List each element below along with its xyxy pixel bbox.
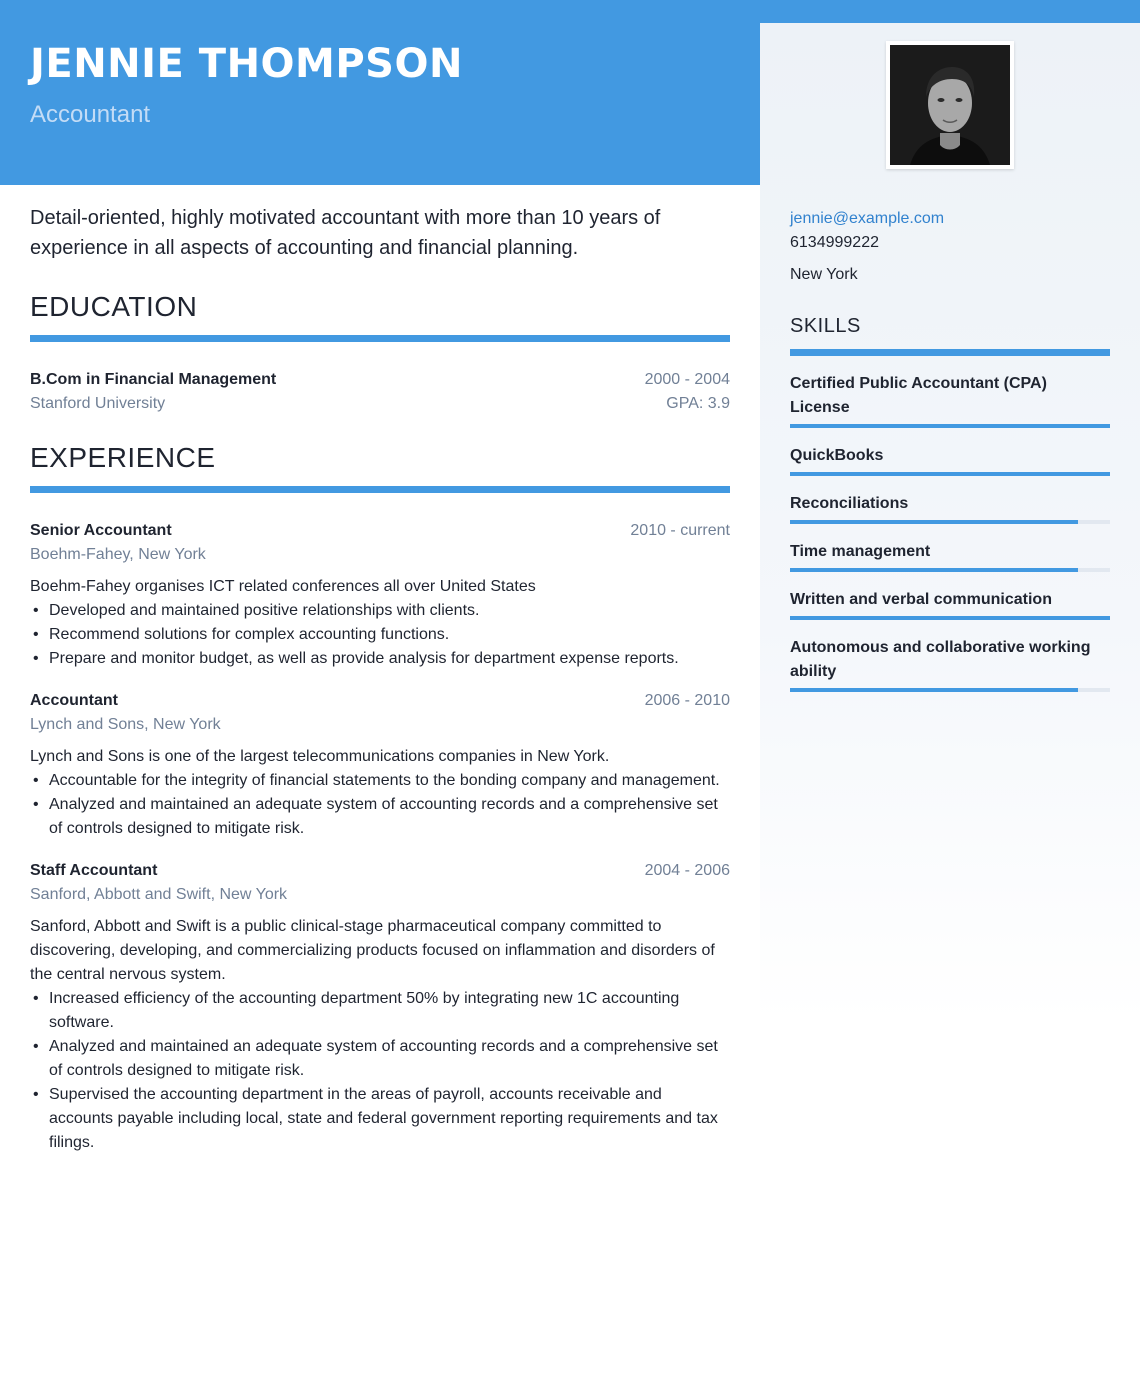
job-bullet: • Recommend solutions for complex accounting functions. [30,623,730,647]
skill-level-bar [790,688,1110,692]
job-dates: 2010 - current [630,522,730,539]
skill-item [790,492,1110,524]
skill-name: Time management [790,543,931,560]
job-bullet: • Developed and maintained positive relationships with clients. [30,599,730,623]
school: Stanford University [30,395,166,412]
skill-level-fill [790,424,1110,428]
main-content [0,185,760,1155]
job-bullet: • Accountable for the integrity of financial statements to the bonding company and management. [30,769,730,793]
gpa: GPA: 3.9 [666,395,730,412]
experience-entry [30,519,730,671]
job-description: Sanford, Abbott and Swift is a public clinical-stage pharmaceutical company committed to discovering, developing, and commercializing products focused on inflammation and disorders of the central nervous system. [30,918,715,983]
skills-heading: SKILLS [790,315,861,337]
experience-entry-top-row [30,859,730,883]
skill-level-bar [790,472,1110,476]
candidate-title: Accountant [30,101,151,128]
education-entry-bottom-row [30,392,730,416]
skill-level-fill [790,568,1078,572]
summary: Detail-oriented, highly motivated accountant with more than 10 years of experience in all aspects of accounting and financial planning. [30,207,661,259]
skill-item [790,372,1110,428]
skill-level-bar [790,616,1110,620]
experience-heading: EXPERIENCE [30,442,216,473]
job-description: Boehm-Fahey organises ICT related conferences all over United States [30,578,536,595]
job-bullet: • Analyzed and maintained an adequate system of accounting records and a comprehensive set of controls designed to mitigate risk. [30,793,730,841]
job-bullet: • Prepare and monitor budget, as well as provide analysis for department expense reports. [30,647,730,671]
job-description: Lynch and Sons is one of the largest telecommunications companies in New York. [30,748,610,765]
skill-item [790,540,1110,572]
job-bullet: • Supervised the accounting department in the areas of payroll, accounts receivable and accounts payable including local, state and federal government reporting requirements and tax filings. [30,1083,730,1155]
degree: B.Com in Financial Management [30,371,277,388]
skill-name: Reconciliations [790,495,909,512]
experience-entry-top-row [30,689,730,713]
education-entry-top-row [30,368,730,392]
skill-item [790,444,1110,476]
job-dates: 2006 - 2010 [644,692,730,709]
phone-number: 6134999222 [790,234,879,251]
skill-level-bar [790,424,1110,428]
skill-name: Autonomous and collaborative working ability [790,639,1091,680]
experience-entry [30,689,730,841]
portrait-image [890,45,1010,165]
job-bullet: • Increased efficiency of the accounting department 50% by integrating new 1C accounting software. [30,987,730,1035]
skill-level-bar [790,568,1110,572]
experience-entry-top-row [30,519,730,543]
job-bullets [30,987,730,1155]
skill-level-bar [790,520,1110,524]
job-company: Sanford, Abbott and Swift, New York [30,886,288,903]
job-company: Lynch and Sons, New York [30,716,221,733]
experience-entry [30,859,730,1155]
candidate-name: JENNIE THOMPSON [30,41,463,87]
contact-block [790,207,1110,287]
education-heading: EDUCATION [30,291,198,322]
skill-level-fill [790,520,1078,524]
skill-name: Certified Public Accountant (CPA) License [790,375,1047,416]
job-bullets [30,769,730,841]
skill-item [790,636,1110,692]
skill-level-fill [790,616,1110,620]
job-dates: 2004 - 2006 [644,862,730,879]
skill-name: Written and verbal communication [790,591,1052,608]
sidebar-top-accent [760,0,1140,23]
sidebar [760,23,1140,1400]
skills-list [790,372,1110,692]
job-company: Boehm-Fahey, New York [30,546,206,563]
skill-level-fill [790,472,1110,476]
skill-name: QuickBooks [790,447,884,464]
job-role: Senior Accountant [30,522,172,539]
location: New York [790,266,858,283]
skill-level-fill [790,688,1078,692]
job-bullet: • Analyzed and maintained an adequate system of accounting records and a comprehensive set of controls designed to mitigate risk. [30,1035,730,1083]
email-link[interactable]: jennie@example.com [790,210,945,227]
education-entry [30,368,730,416]
profile-photo [890,45,1010,165]
job-bullets [30,599,730,671]
education-dates: 2000 - 2004 [644,371,730,388]
experience-divider [30,486,730,493]
job-role: Staff Accountant [30,862,158,879]
education-divider [30,335,730,342]
skills-divider [790,349,1110,356]
skill-item [790,588,1110,620]
profile-photo-frame [886,41,1014,169]
job-role: Accountant [30,692,118,709]
resume-header [0,0,760,185]
